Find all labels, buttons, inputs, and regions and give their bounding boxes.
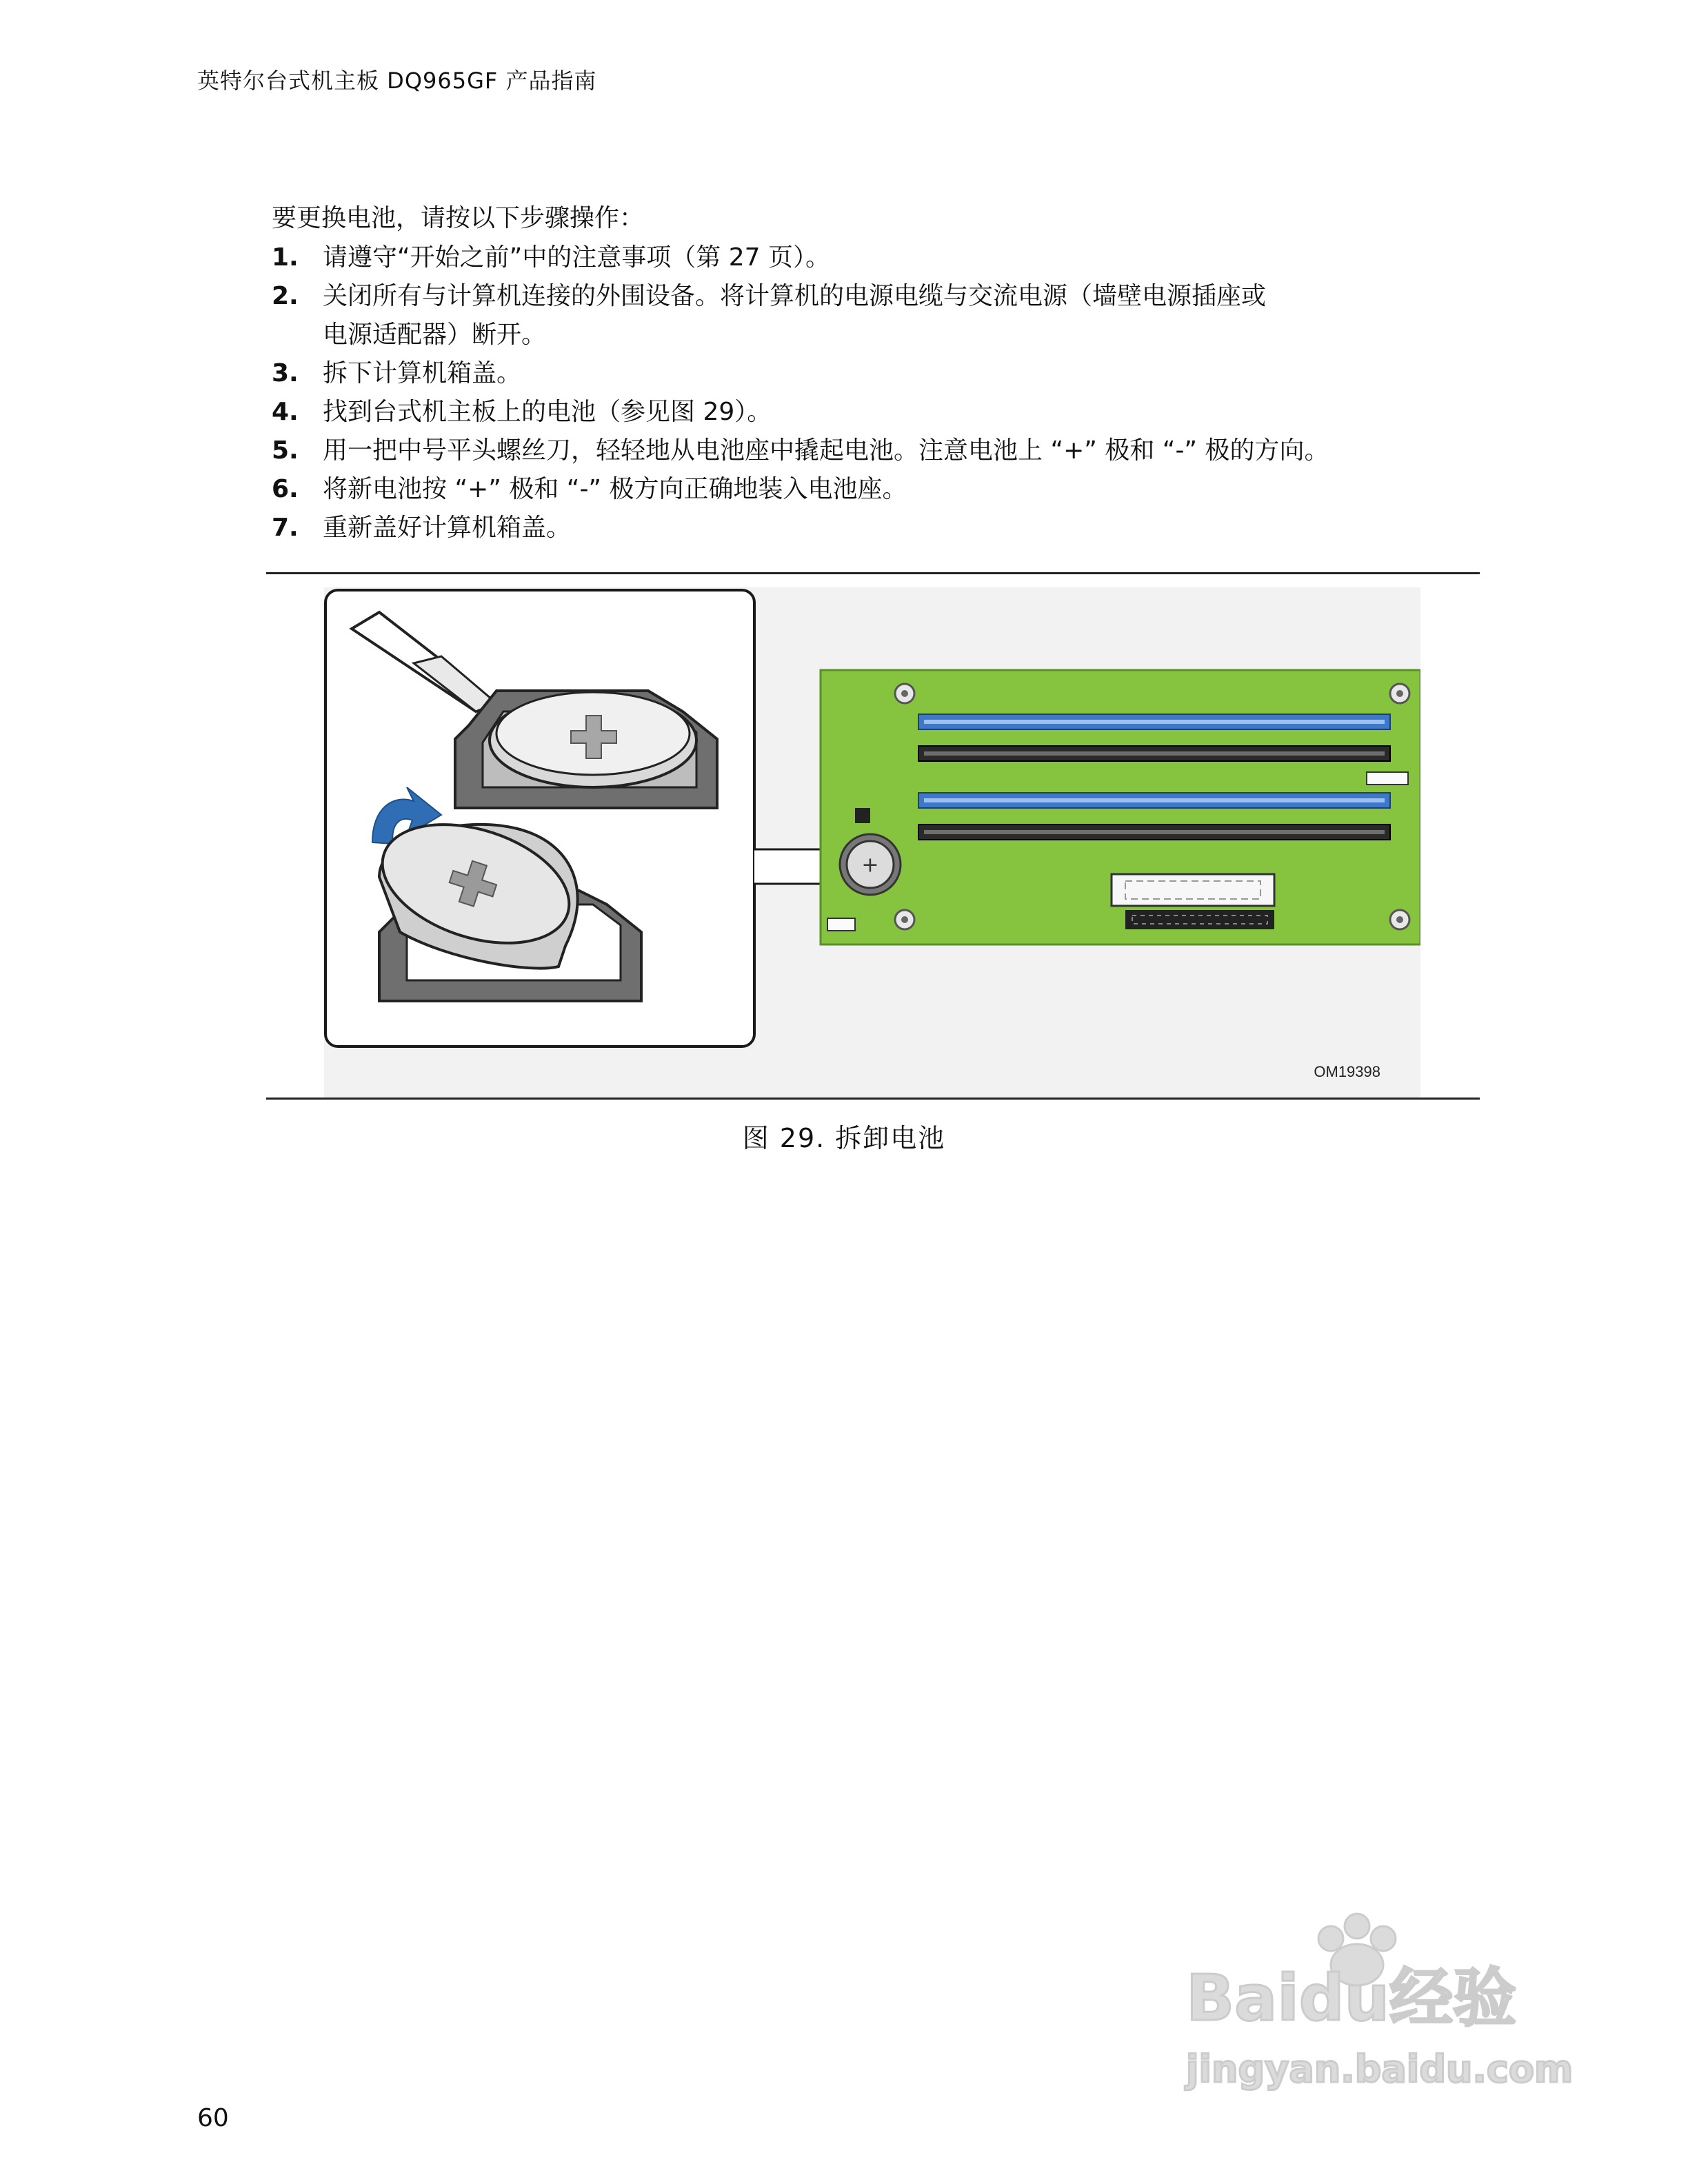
step-text: 重新盖好计算机箱盖。 — [323, 514, 572, 542]
step-text: 用一把中号平头螺丝刀，轻轻地从电池座中撬起电池。注意电池上 “+” 极和 “-” 极的方向。 — [323, 436, 1329, 465]
step-text: 请遵守“开始之前”中的注意事项（第 27 页）。 — [323, 243, 830, 272]
step-number: 4. — [272, 398, 299, 426]
step-text: 将新电池按 “+” 极和 “-” 极方向正确地装入电池座。 — [323, 475, 907, 503]
step-item — [272, 509, 1329, 547]
figure-top-rule — [266, 572, 1480, 574]
watermark-url: jingyan.baidu.com — [1186, 2048, 1574, 2091]
step-item — [272, 470, 1329, 509]
step-text: 关闭所有与计算机连接的外围设备。将计算机的电源电缆与交流电源（墙壁电源插座或 电源适配器）断开。 — [323, 282, 1267, 349]
figure-caption: 图 29. 拆卸电池 — [742, 1123, 946, 1153]
step-item — [272, 277, 1329, 354]
step-item — [272, 432, 1329, 470]
page-number: 60 — [197, 2104, 229, 2132]
figure-bottom-rule — [266, 1098, 1480, 1100]
battery-figure — [324, 587, 1420, 1098]
page-header: 英特尔台式机主板 DQ965GF 产品指南 — [197, 68, 597, 94]
step-text: 拆下计算机箱盖。 — [323, 359, 522, 387]
step-number: 1. — [272, 243, 299, 272]
step-number: 6. — [272, 475, 299, 503]
step-number: 5. — [272, 436, 299, 465]
battery-plus-label: + — [861, 853, 879, 878]
baidu-watermark-logo — [1172, 1903, 1586, 2110]
step-text: 找到台式机主板上的电池（参见图 29）。 — [323, 398, 772, 426]
intro-text: 要更换电池，请按以下步骤操作： — [272, 204, 645, 232]
power-connector-icon — [1112, 874, 1274, 929]
battery-holder-top-icon — [455, 691, 717, 808]
step-item — [272, 393, 1329, 432]
step-number: 2. — [272, 282, 299, 310]
onboard-battery-icon — [840, 834, 901, 895]
step-number: 3. — [272, 359, 299, 387]
step-number: 7. — [272, 514, 299, 542]
steps-list — [272, 239, 1329, 547]
figure-illustration — [324, 587, 1420, 1098]
watermark-brand: Baidu经验 — [1186, 1961, 1517, 2035]
figure-code: OM19398 — [1314, 1063, 1380, 1080]
step-item — [272, 239, 1329, 277]
step-item — [272, 354, 1329, 393]
